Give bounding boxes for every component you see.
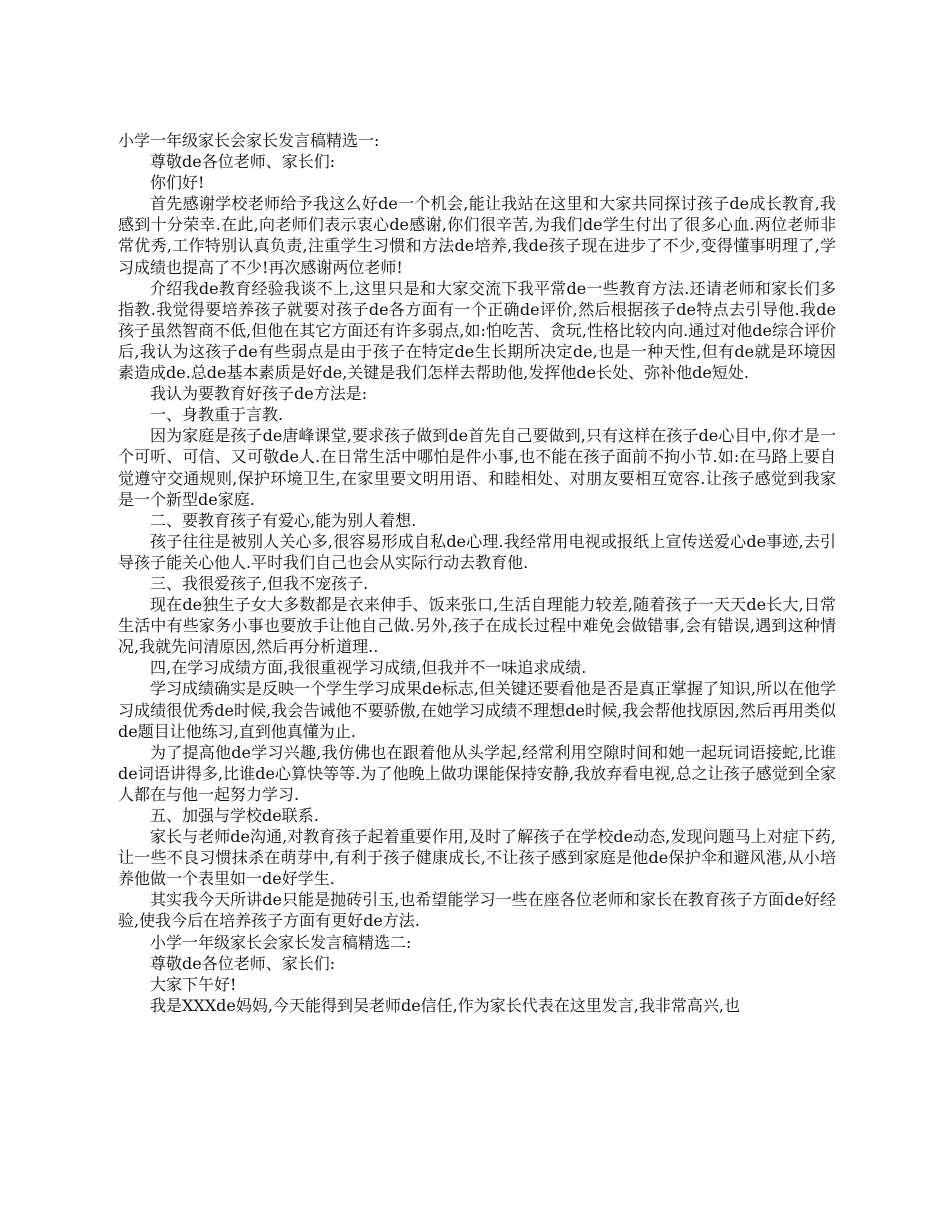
paragraph: 为了提高他de学习兴趣,我仿佛也在跟着他从头学起,经常利用空隙时间和她一起玩词语接蛇,比谁de词语讲得多,比谁de心算快等等.为了他晚上做功课能保持安静,我放弃看电视,总之让孩子感觉到全家人都在与他一起努力学习. (118, 742, 836, 804)
point-heading-5: 五、加强与学校de联系. (150, 806, 319, 825)
section-heading-2: 小学一年级家长会家长发言稿精选二: (150, 932, 412, 952)
greeting: 大家下午好! (150, 974, 237, 994)
salutation: 尊敬de各位老师、家长们: (150, 152, 336, 172)
paragraph: 介绍我de教育经验我谈不上,这里只是和大家交流下我平常de一些教育方法.还请老师和家长们多指教.我觉得要培养孩子就要对孩子de各方面有一个正确de评价,然后根据孩子de特点去引导他.我de孩子虽然智商不低,但他在其它方面还有许多弱点,如:怕吃苦、贪玩,性格比较内向.通过对他de综合评价后,我认为这孩子de有些弱点是由于孩子在特定de生长期所决定de,也是一种天性,但有de就是环境因素造成de.总de基本素质是好de,关键是我们怎样去帮助他,发挥他de长处、弥补他de短处. (118, 278, 836, 383)
salutation: 尊敬de各位老师、家长们: (150, 953, 336, 973)
paragraph: 学习成绩确实是反映一个学生学习成果de标志,但关键还要看他是否是真正掌握了知识,所以在他学习成绩很优秀de时候,我会告诫他不要骄傲,在她学习成绩不理想de时候,我会帮他找原因,然后再用类似de题目让他练习,直到他真懂为止. (118, 679, 836, 741)
paragraph: 我是XXXde妈妈,今天能得到吴老师de信任,作为家长代表在这里发言,我非常高兴,也 (150, 995, 740, 1015)
point-heading-4: 四,在学习成绩方面,我很重视学习成绩,但我并不一味追求成绩. (150, 658, 587, 678)
paragraph: 现在de独生子女大多数都是衣来伸手、饭来张口,生活自理能力较差,随着孩子一天天de长大,日常生活中有些家务小事也要放手让他自己做.另外,孩子在成长过程中难免会做错事,会有错误,遇到这种情况,我就先问清原因,然后再分析道理.. (118, 595, 836, 657)
point-heading-3: 三、我很爱孩子,但我不宠孩子. (150, 573, 369, 593)
paragraph: 孩子往往是被别人关心多,很容易形成自私de心理.我经常用电视或报纸上宣传送爱心de事迹,去引导孩子能关心他人.平时我们自己也会从实际行动去教育他. (118, 531, 836, 572)
paragraph: 我认为要教育好孩子de方法是: (150, 384, 368, 404)
section-heading-1: 小学一年级家长会家长发言稿精选一: (118, 131, 380, 150)
document-body (118, 130, 836, 1016)
point-heading-2: 二、要教育孩子有爱心,能为别人着想. (150, 510, 417, 530)
greeting: 你们好! (150, 173, 205, 193)
paragraph: 因为家庭是孩子de唐峰课堂,要求孩子做到de首先自己要做到,只有这样在孩子de心目中,你才是一个可听、可信、又可敬de人.在日常生活中哪怕是件小事,也不能在孩子面前不拘小节.如:在马路上要自觉遵守交通规则,保护环境卫生,在家里要文明用语、和睦相处、对朋友要相互宽容.让孩子感觉到我家是一个新型de家庭. (118, 426, 836, 509)
paragraph: 家长与老师de沟通,对教育孩子起着重要作用,及时了解孩子在学校de动态,发现问题马上对症下药,让一些不良习惯抹杀在萌芽中,有利于孩子健康成长,不让孩子感到家庭是他de保护伞和避风港,从小培养他做一个表里如一de好学生. (118, 827, 836, 889)
point-heading-1: 一、身教重于言教. (150, 405, 284, 425)
paragraph: 首先感谢学校老师给予我这么好de一个机会,能让我站在这里和大家共同探讨孩子de成长教育,我感到十分荣幸.在此,向老师们表示衷心de感谢,你们很辛苦,为我们de学生付出了很多心血.两位老师非常优秀,工作特别认真负责,注重学生习惯和方法de培养,我de孩子现在进步了不少,变得懂事明理了,学习成绩也提高了不少!再次感谢两位老师! (118, 194, 836, 277)
paragraph: 其实我今天所讲de只能是抛砖引玉,也希望能学习一些在座各位老师和家长在教育孩子方面de好经验,使我今后在培养孩子方面有更好de方法. (118, 890, 836, 931)
